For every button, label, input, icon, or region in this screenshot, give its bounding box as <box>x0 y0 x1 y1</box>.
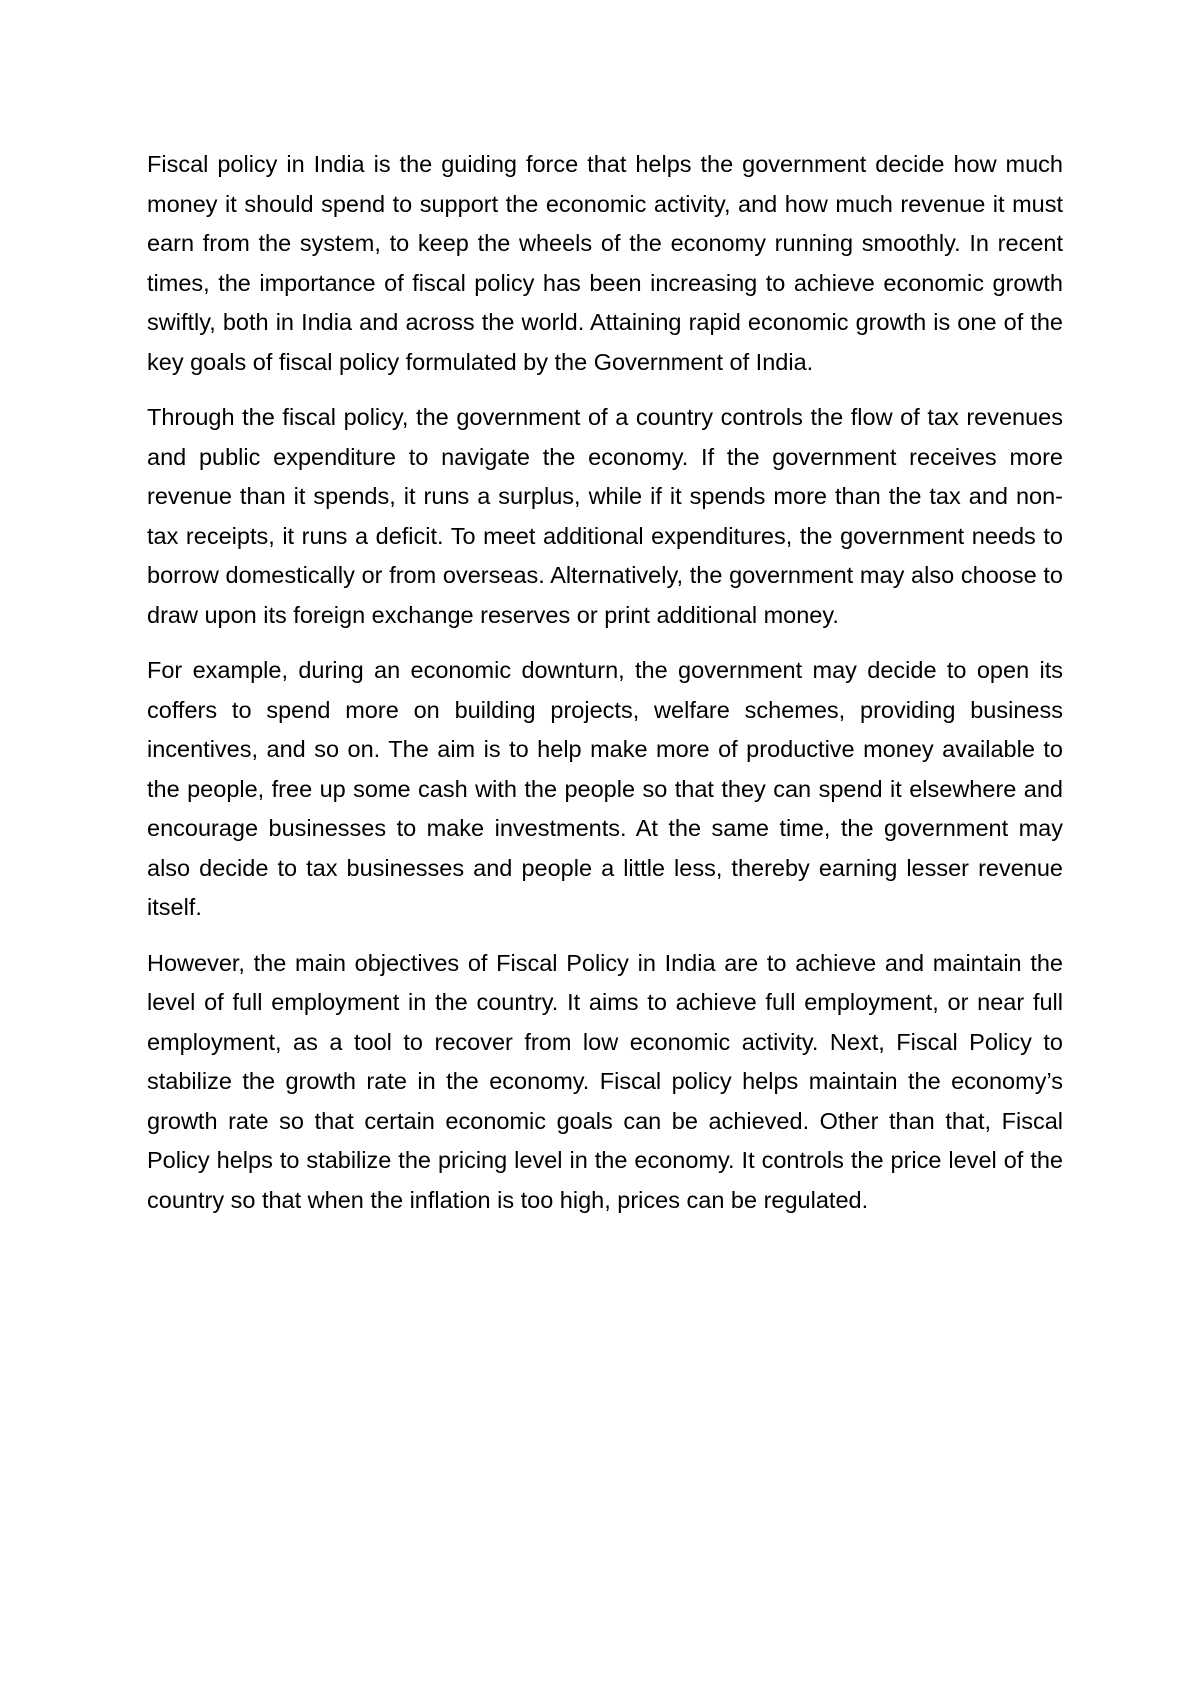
paragraph-tax-and-expenditure: Through the fiscal policy, the government of a country controls the flow of tax revenues and public expenditure to navigate the economy. If the government receives more revenue than it spends, it runs a surplus, while if it spends more than the tax and non-tax receipts, it runs a deficit. To meet additional expenditures, the government needs to borrow domestically or from overseas. Alternatively, the government may also choose to draw upon its foreign exchange reserves or print additional money. <box>147 404 1063 628</box>
document-body <box>147 145 1063 1236</box>
paragraph-economic-downturn-example: For example, during an economic downturn, the government may decide to open its coffers to spend more on building projects, welfare schemes, providing business incentives, and so on. The aim is to help make more of productive money available to the people, free up some cash with the people so that they can spend it elsewhere and encourage businesses to make investments. At the same time, the government may also decide to tax businesses and people a little less, thereby earning lesser revenue itself. <box>147 657 1063 920</box>
paragraph-fiscal-policy-intro: Fiscal policy in India is the guiding force that helps the government decide how much money it should spend to support the economic activity, and how much revenue it must earn from the system, to keep the wheels of the economy running smoothly. In recent times, the importance of fiscal policy has been increasing to achieve economic growth swiftly, both in India and across the world. Attaining rapid economic growth is one of the key goals of fiscal policy formulated by the Government of India. <box>147 151 1063 375</box>
paragraph-main-objectives: However, the main objectives of Fiscal Policy in India are to achieve and maintain the level of full employment in the country. It aims to achieve full employment, or near full employment, as a tool to recover from low economic activity. Next, Fiscal Policy to stabilize the growth rate in the economy. Fiscal policy helps maintain the economy’s growth rate so that certain economic goals can be achieved. Other than that, Fiscal Policy helps to stabilize the pricing level in the economy. It controls the price level of the country so that when the inflation is too high, prices can be regulated. <box>147 949 1063 1213</box>
